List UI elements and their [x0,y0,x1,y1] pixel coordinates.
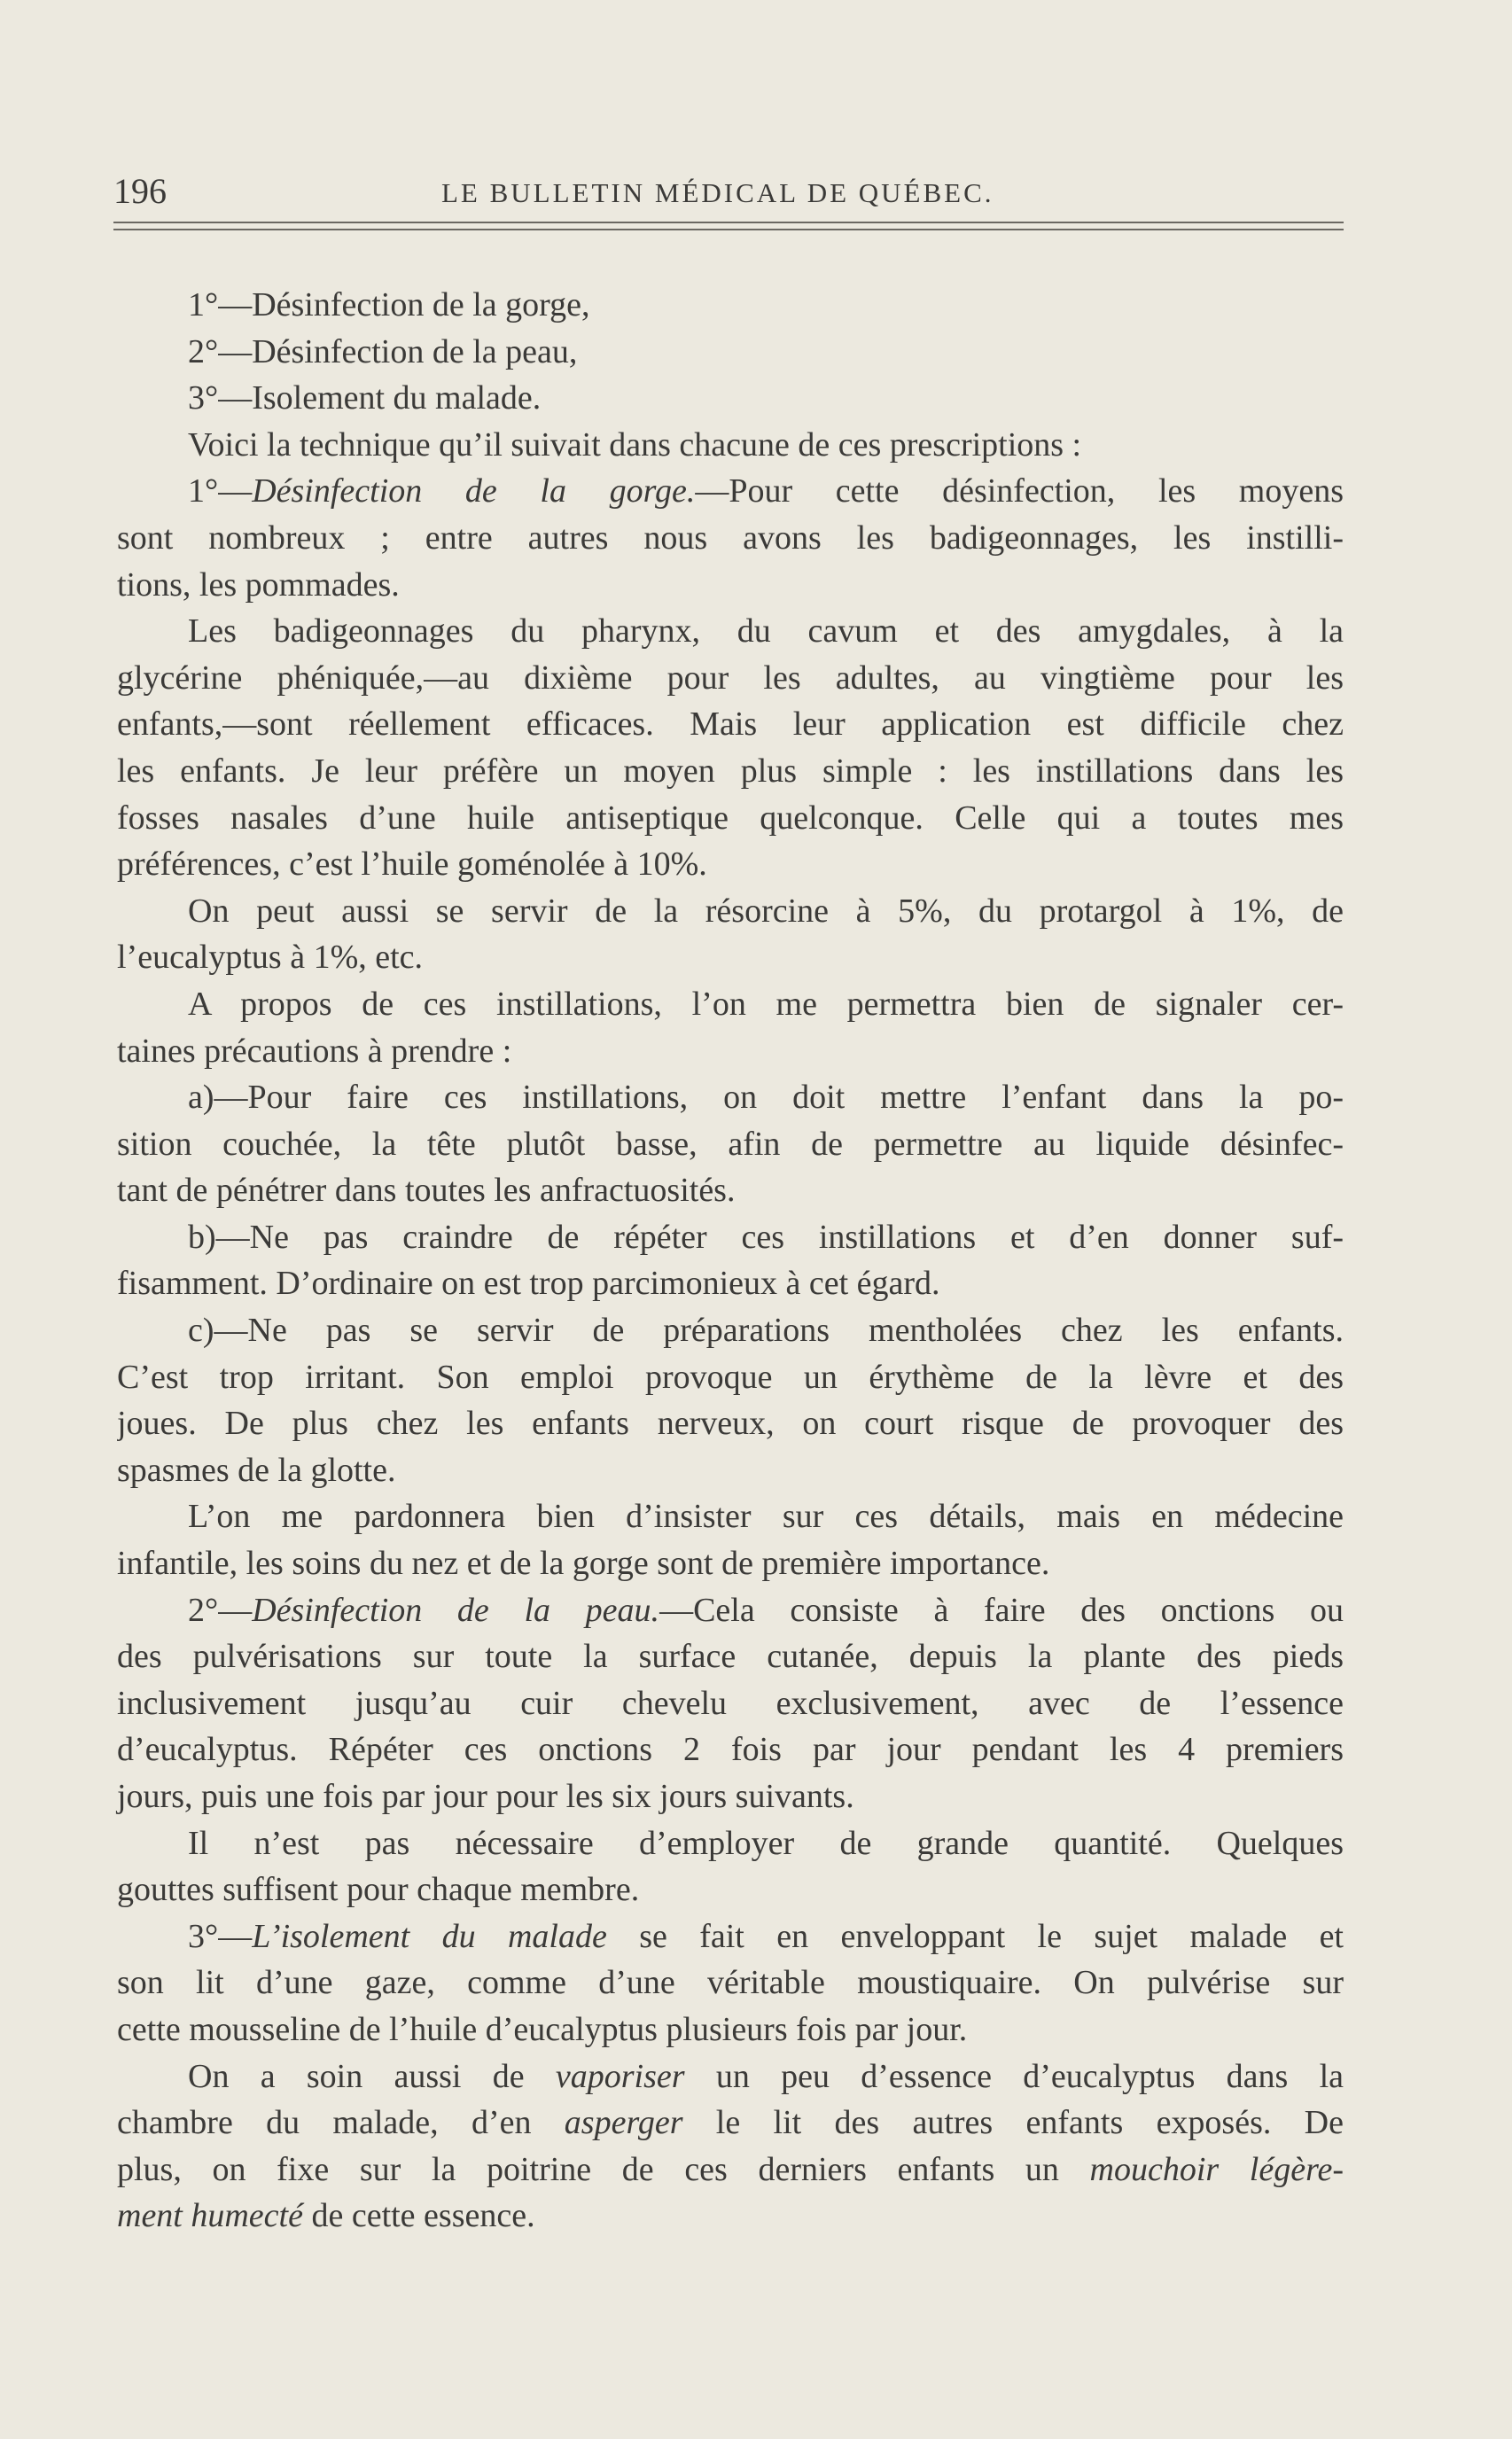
text-line: sition couchée, la tête plutôt basse, afin de permettre au liquide désinfec- [117,1125,1344,1163]
page-header [113,165,1344,218]
text-line: On peut aussi se servir de la résorcine à 5%, du protargol à 1%, de [188,892,1344,930]
text-run: un peu d’essence d’eucalyptus dans la [684,2057,1344,2095]
text-run: —Cela consiste à faire des onctions ou [659,1591,1344,1629]
prescription-list [117,282,1344,422]
text-line: Il n’est pas nécessaire d’employer de grande quantité. Quelques [188,1824,1344,1862]
emphasis: ment humecté [117,2197,303,2235]
text-line: fisamment. D’ordinaire on est trop parcimonieux à cet égard. [117,1265,940,1303]
text-line: taines précautions à prendre : [117,1032,512,1070]
text-line [117,2147,1344,2194]
text-line: son lit d’une gaze, comme d’une véritable moustiquaire. On pulvérise sur [117,1964,1344,2002]
text-line: L’on me pardonnera bien d’insister sur ces détails, mais en médecine [188,1498,1344,1536]
text-line: d’eucalyptus. Répéter ces onctions 2 fois par jour pendant les 4 premiers [117,1731,1344,1769]
text-line [117,2193,1344,2240]
emphasis: vaporiser [555,2057,685,2095]
text-line [117,2100,1344,2147]
section-title-isolement: L’isolement du malade [252,1917,607,1955]
text-line: fosses nasales d’une huile antiseptique quelconque. Celle qui a toutes mes [117,799,1344,837]
text-line: b)—Ne pas craindre de répéter ces instillations et d’en donner suf- [188,1218,1344,1256]
text-line: gouttes suffisent pour chaque membre. [117,1871,640,1909]
page-number: 196 [113,171,167,211]
emphasis: mouchoir légère- [1089,2150,1344,2188]
text-run: —Pour cette désinfection, les moyens [695,472,1344,510]
text-line: des pulvérisations sur toute la surface cutanée, depuis la plante des pieds [117,1638,1344,1676]
running-title: LE BULLETIN MÉDICAL DE QUÉBEC. [441,177,994,208]
ordinal: 2°— [188,1591,253,1629]
text-run: se fait en enveloppant le sujet malade et [606,1917,1344,1955]
text-run: de cette essence. [302,2197,535,2235]
text-line: a)—Pour faire ces instillations, on doit mettre l’enfant dans la po- [188,1079,1344,1117]
text-line: c)—Ne pas se servir de préparations mentholées chez les enfants. [188,1312,1344,1350]
text-line: A propos de ces instillations, l’on me permettra bien de signaler cer- [188,985,1344,1023]
emphasis: asperger [564,2104,683,2142]
text-line: jours, puis une fois par jour pour les six jours suivants. [117,1778,854,1815]
text-line: Les badigeonnages du pharynx, du cavum et des amygdales, à la [188,612,1344,651]
text-line: Voici la technique qu’il suivait dans chacune de ces prescriptions : [188,425,1082,464]
ordinal: 1°— [188,472,253,510]
header-rule-top [113,222,1344,223]
section-heading-line [117,1913,1344,1960]
text-run: chambre du malade, d’en [117,2104,565,2142]
text-line: cette mousseline de l’huile d’eucalyptus plusieurs fois par jour. [117,2010,968,2048]
article-body [117,282,1344,2240]
text-line: spasmes de la glotte. [117,1451,396,1489]
header-rule-bottom [113,229,1344,230]
text-line: préférences, c’est l’huile goménolée à 10%. [117,845,707,884]
text-line: les enfants. Je leur préfère un moyen plus simple : les instillations dans les [117,752,1344,790]
text-line: enfants,—sont réellement efficaces. Mais leur application est difficile chez [117,705,1344,744]
ordinal: 3°— [188,1917,253,1955]
text-line: infantile, les soins du nez et de la gorge sont de première importance. [117,1545,1050,1583]
section-heading-line [117,468,1344,515]
list-item: 1°—Désinfection de la gorge, [188,286,590,323]
text-line: joues. De plus chez les enfants nerveux, on court risque de provoquer des [117,1405,1344,1443]
section-heading-line [117,1587,1344,1634]
text-line: l’eucalyptus à 1%, etc. [117,939,424,977]
list-item: 3°—Isolement du malade. [188,379,542,417]
text-line: tant de pénétrer dans toutes les anfractuosités. [117,1172,736,1210]
list-item: 2°—Désinfection de la peau, [188,332,578,370]
text-run: plus, on fixe sur la poitrine de ces derniers enfants un [117,2150,1090,2188]
text-line: glycérine phéniquée,—au dixième pour les adultes, au vingtième pour les [117,658,1344,697]
text-run: On a soin aussi de [188,2057,556,2095]
text-line: inclusivement jusqu’au cuir chevelu exclusivement, avec de l’essence [117,1684,1344,1722]
text-line [117,2053,1344,2100]
text-line: sont nombreux ; entre autres nous avons les badigeonnages, les instilli- [117,518,1344,557]
section-title-peau: Désinfection de la peau. [252,1591,660,1629]
text-line: tions, les pommades. [117,565,400,604]
text-run: le lit des autres enfants exposés. De [682,2104,1344,2142]
text-line: C’est trop irritant. Son emploi provoque un érythème de la lèvre et des [117,1358,1344,1396]
section-title-gorge: Désinfection de la gorge. [252,472,696,510]
